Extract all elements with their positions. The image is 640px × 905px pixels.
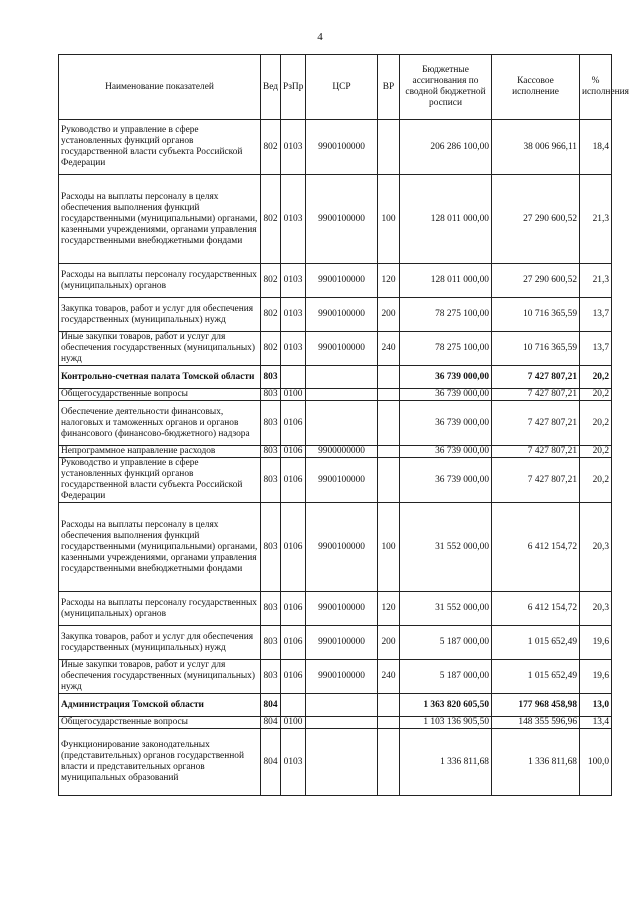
row-cash: 1 015 652,49 [492, 626, 580, 660]
row-percent: 20,2 [580, 458, 612, 503]
row-name: Расходы на выплаты персоналу в целях обеспечения выполнения функций государственными (муниципальными) органами, казенными учреждениями, органами управления государственными внебюджетными фондами [59, 503, 261, 592]
row-name: Общегосударственные вопросы [59, 389, 261, 401]
row-cash: 6 412 154,72 [492, 503, 580, 592]
row-vr: 240 [378, 332, 400, 366]
table-row [59, 446, 612, 458]
row-cash: 27 290 600,52 [492, 175, 580, 264]
row-budget: 1 336 811,68 [400, 729, 492, 796]
row-csr: 9900100000 [306, 120, 378, 175]
row-vr [378, 694, 400, 717]
row-name: Непрограммное направление расходов [59, 446, 261, 458]
row-rzpr: 0103 [281, 729, 306, 796]
row-percent: 20,2 [580, 446, 612, 458]
header-budget: Бюджетные ассигнования по сводной бюджетной росписи [400, 55, 492, 120]
row-budget: 5 187 000,00 [400, 660, 492, 694]
row-percent: 20,2 [580, 389, 612, 401]
table-row [59, 389, 612, 401]
row-csr: 9900100000 [306, 264, 378, 298]
row-name: Иные закупки товаров, работ и услуг для обеспечения государственных (муниципальных) нужд [59, 660, 261, 694]
row-rzpr [281, 694, 306, 717]
row-vr: 120 [378, 264, 400, 298]
row-budget: 36 739 000,00 [400, 389, 492, 401]
row-csr: 9900100000 [306, 458, 378, 503]
table-row [59, 503, 612, 592]
row-rzpr: 0106 [281, 401, 306, 446]
table-row [59, 332, 612, 366]
row-ved: 803 [261, 458, 281, 503]
header-percent: % исполнения [580, 55, 612, 120]
row-ved: 803 [261, 401, 281, 446]
row-ved: 803 [261, 503, 281, 592]
table-row [59, 366, 612, 389]
row-cash: 38 006 966,11 [492, 120, 580, 175]
row-csr: 9900100000 [306, 503, 378, 592]
row-budget: 206 286 100,00 [400, 120, 492, 175]
row-budget: 36 739 000,00 [400, 401, 492, 446]
row-ved: 804 [261, 694, 281, 717]
row-budget: 31 552 000,00 [400, 503, 492, 592]
table-header-row [59, 55, 612, 120]
row-ved: 802 [261, 298, 281, 332]
table-row [59, 298, 612, 332]
row-name: Расходы на выплаты персоналу государственных (муниципальных) органов [59, 592, 261, 626]
row-name: Расходы на выплаты персоналу в целях обеспечения выполнения функций государственными (муниципальными) органами, казенными учреждениями, органами управления государственными внебюджетными фондами [59, 175, 261, 264]
row-ved: 804 [261, 717, 281, 729]
row-rzpr: 0106 [281, 446, 306, 458]
row-rzpr: 0106 [281, 503, 306, 592]
row-csr: 9900100000 [306, 626, 378, 660]
row-cash: 10 716 365,59 [492, 298, 580, 332]
table-row [59, 660, 612, 694]
row-rzpr: 0106 [281, 592, 306, 626]
row-name: Контрольно-счетная палата Томской области [59, 366, 261, 389]
row-rzpr: 0103 [281, 264, 306, 298]
row-vr [378, 446, 400, 458]
row-ved: 802 [261, 264, 281, 298]
row-percent: 13,7 [580, 298, 612, 332]
row-name: Расходы на выплаты персоналу государственных (муниципальных) органов [59, 264, 261, 298]
row-budget: 128 011 000,00 [400, 175, 492, 264]
row-csr: 9900100000 [306, 298, 378, 332]
row-percent: 100,0 [580, 729, 612, 796]
row-vr [378, 120, 400, 175]
row-vr [378, 729, 400, 796]
row-csr: 9900100000 [306, 175, 378, 264]
header-name: Наименование показателей [59, 55, 261, 120]
row-csr [306, 389, 378, 401]
row-vr [378, 717, 400, 729]
table-row [59, 729, 612, 796]
row-ved: 803 [261, 366, 281, 389]
row-budget: 31 552 000,00 [400, 592, 492, 626]
row-name: Закупка товаров, работ и услуг для обеспечения государственных (муниципальных) нужд [59, 626, 261, 660]
row-cash: 27 290 600,52 [492, 264, 580, 298]
row-percent: 20,3 [580, 592, 612, 626]
row-cash: 1 336 811,68 [492, 729, 580, 796]
row-rzpr: 0103 [281, 120, 306, 175]
row-ved: 804 [261, 729, 281, 796]
table-row [59, 175, 612, 264]
row-ved: 803 [261, 389, 281, 401]
row-name: Функционирование законодательных (представительных) органов государственной власти и представительных органов муниципальных образований [59, 729, 261, 796]
row-name: Администрация Томской области [59, 694, 261, 717]
page-number: 4 [317, 31, 323, 43]
row-vr: 240 [378, 660, 400, 694]
row-csr [306, 717, 378, 729]
row-budget: 1 103 136 905,50 [400, 717, 492, 729]
row-vr: 200 [378, 626, 400, 660]
row-percent: 20,2 [580, 366, 612, 389]
row-ved: 803 [261, 446, 281, 458]
row-cash: 1 015 652,49 [492, 660, 580, 694]
row-percent: 13,0 [580, 694, 612, 717]
row-csr: 9900100000 [306, 660, 378, 694]
row-rzpr: 0100 [281, 717, 306, 729]
row-cash: 6 412 154,72 [492, 592, 580, 626]
table-row [59, 264, 612, 298]
row-vr [378, 389, 400, 401]
row-rzpr: 0106 [281, 626, 306, 660]
row-vr: 100 [378, 175, 400, 264]
row-budget: 36 739 000,00 [400, 366, 492, 389]
table-row [59, 717, 612, 729]
row-rzpr: 0106 [281, 660, 306, 694]
row-csr: 9900100000 [306, 592, 378, 626]
row-percent: 21,3 [580, 175, 612, 264]
row-percent: 19,6 [580, 626, 612, 660]
row-percent: 20,2 [580, 401, 612, 446]
row-ved: 802 [261, 332, 281, 366]
table-row [59, 592, 612, 626]
row-rzpr: 0106 [281, 458, 306, 503]
row-vr [378, 401, 400, 446]
row-cash: 10 716 365,59 [492, 332, 580, 366]
row-percent: 13,7 [580, 332, 612, 366]
row-ved: 803 [261, 626, 281, 660]
table-row [59, 401, 612, 446]
row-percent: 13,4 [580, 717, 612, 729]
row-name: Обеспечение деятельности финансовых, налоговых и таможенных органов и органов финансового (финансово-бюджетного) надзора [59, 401, 261, 446]
row-ved: 802 [261, 175, 281, 264]
table-row [59, 458, 612, 503]
row-cash: 177 968 458,98 [492, 694, 580, 717]
row-vr [378, 366, 400, 389]
row-csr: 9900000000 [306, 446, 378, 458]
row-vr [378, 458, 400, 503]
row-cash: 7 427 807,21 [492, 446, 580, 458]
row-rzpr: 0103 [281, 298, 306, 332]
row-budget: 78 275 100,00 [400, 298, 492, 332]
row-name: Закупка товаров, работ и услуг для обеспечения государственных (муниципальных) нужд [59, 298, 261, 332]
row-vr: 100 [378, 503, 400, 592]
row-vr: 120 [378, 592, 400, 626]
row-budget: 36 739 000,00 [400, 446, 492, 458]
row-ved: 803 [261, 592, 281, 626]
row-cash: 148 355 596,96 [492, 717, 580, 729]
header-cash: Кассовое исполнение [492, 55, 580, 120]
row-percent: 19,6 [580, 660, 612, 694]
row-csr [306, 729, 378, 796]
header-ved: Вед [261, 55, 281, 120]
row-cash: 7 427 807,21 [492, 366, 580, 389]
row-csr [306, 401, 378, 446]
row-percent: 21,3 [580, 264, 612, 298]
row-name: Иные закупки товаров, работ и услуг для обеспечения государственных (муниципальных) нужд [59, 332, 261, 366]
row-ved: 803 [261, 660, 281, 694]
table-row [59, 626, 612, 660]
row-percent: 18,4 [580, 120, 612, 175]
row-budget: 36 739 000,00 [400, 458, 492, 503]
header-csr: ЦСР [306, 55, 378, 120]
row-cash: 7 427 807,21 [492, 458, 580, 503]
row-ved: 802 [261, 120, 281, 175]
row-csr [306, 694, 378, 717]
budget-execution-table [58, 54, 629, 796]
row-name: Общегосударственные вопросы [59, 717, 261, 729]
row-name: Руководство и управление в сфере установленных функций органов государственной власти субъекта Российской Федерации [59, 458, 261, 503]
row-rzpr: 0100 [281, 389, 306, 401]
table-row [59, 120, 612, 175]
row-rzpr: 0103 [281, 332, 306, 366]
table-row [59, 694, 612, 717]
row-percent: 20,3 [580, 503, 612, 592]
table-body [59, 120, 612, 796]
row-cash: 7 427 807,21 [492, 401, 580, 446]
row-budget: 5 187 000,00 [400, 626, 492, 660]
row-budget: 1 363 820 605,50 [400, 694, 492, 717]
row-csr [306, 366, 378, 389]
row-budget: 128 011 000,00 [400, 264, 492, 298]
row-csr: 9900100000 [306, 332, 378, 366]
header-rzpr: РзПр [281, 55, 306, 120]
row-cash: 7 427 807,21 [492, 389, 580, 401]
header-vr: ВР [378, 55, 400, 120]
row-rzpr: 0103 [281, 175, 306, 264]
row-rzpr [281, 366, 306, 389]
row-budget: 78 275 100,00 [400, 332, 492, 366]
row-name: Руководство и управление в сфере установленных функций органов государственной власти субъекта Российской Федерации [59, 120, 261, 175]
row-vr: 200 [378, 298, 400, 332]
